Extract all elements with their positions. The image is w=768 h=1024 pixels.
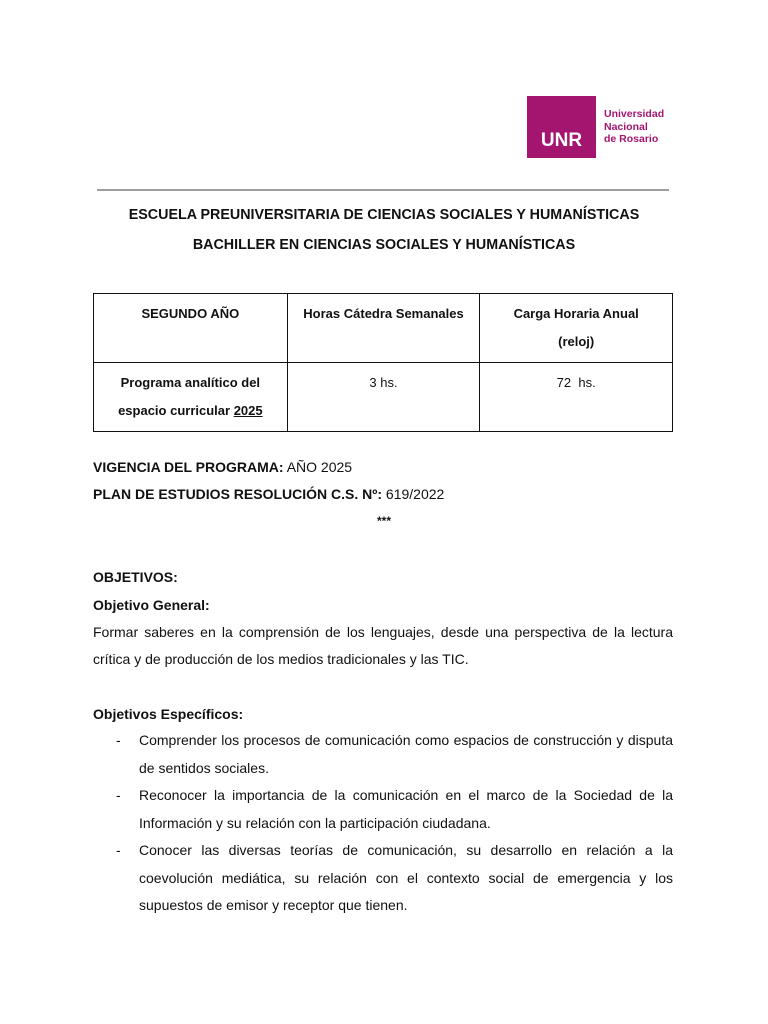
list-item bbox=[93, 727, 673, 782]
degree-heading: BACHILLER EN CIENCIAS SOCIALES Y HUMANÍSTICAS bbox=[192, 237, 576, 253]
header-year-cell: SEGUNDO AÑO bbox=[94, 294, 288, 363]
list-item-line-3: supuestos de emisor y receptor que tienen. bbox=[139, 897, 408, 913]
hours-cell: 3 hs. bbox=[287, 363, 480, 432]
unr-logo bbox=[527, 96, 664, 158]
objetivos-title: OBJETIVOS: bbox=[93, 569, 178, 585]
logo-line-3: de Rosario bbox=[604, 133, 659, 146]
plan-value: 619/2022 bbox=[382, 486, 445, 502]
logo-wordmark bbox=[604, 108, 664, 146]
plan-line bbox=[93, 486, 444, 502]
plan-label: PLAN DE ESTUDIOS RESOLUCIÓN C.S. Nº: bbox=[93, 486, 383, 502]
table-header-row bbox=[94, 294, 673, 363]
header-annual-line-1: Carga Horaria Anual bbox=[513, 306, 639, 321]
program-line-1: Programa analítico del bbox=[120, 375, 261, 390]
header-annual-cell bbox=[480, 294, 673, 363]
logo-line-2: Nacional bbox=[604, 120, 648, 133]
list-item bbox=[93, 837, 673, 920]
program-year: 2025 bbox=[233, 403, 263, 418]
annual-cell: 72 hs. bbox=[480, 363, 673, 432]
bullet-dash: - bbox=[116, 732, 121, 748]
objetivo-general-title: Objetivo General: bbox=[93, 597, 210, 613]
header-divider bbox=[97, 189, 669, 191]
logo-line-1: Universidad bbox=[604, 108, 665, 121]
table-row bbox=[94, 363, 673, 432]
program-cell bbox=[94, 363, 288, 432]
vigencia-line bbox=[93, 459, 352, 475]
section-separator: *** bbox=[376, 514, 391, 528]
vigencia-label: VIGENCIA DEL PROGRAMA: bbox=[93, 459, 284, 475]
list-item-line-1: Comprender los procesos de comunicación como espacios de construcción y disputa bbox=[139, 732, 673, 748]
list-item-line-2: coevolución mediática, su relación con el contexto social de emergencia y los bbox=[139, 869, 673, 886]
bullet-dash: - bbox=[116, 787, 121, 803]
course-info-table bbox=[93, 293, 673, 432]
bullet-dash: - bbox=[116, 842, 121, 858]
objetivo-general-text bbox=[93, 619, 673, 673]
objetivos-especificos-title: Objetivos Específicos: bbox=[93, 706, 244, 722]
school-heading: ESCUELA PREUNIVERSITARIA DE CIENCIAS SOCIALES Y HUMANÍSTICAS bbox=[128, 207, 640, 223]
program-line-2: espacio curricular 2025 bbox=[118, 403, 263, 418]
list-item-line-1: Reconocer la importancia de la comunicación en el marco de la Sociedad de la bbox=[139, 787, 673, 803]
list-item-line-2: Información y su relación con la participación ciudadana. bbox=[139, 814, 491, 831]
objetivo-general-line-1: Formar saberes en la comprensión de los lenguajes, desde una perspectiva de la lectura bbox=[93, 624, 673, 640]
list-item-line-1: Conocer las diversas teorías de comunicación, su desarrollo en relación a la bbox=[139, 842, 673, 858]
header-hours-cell: Horas Cátedra Semanales bbox=[287, 294, 480, 363]
logo-mark: UNR bbox=[527, 96, 596, 158]
vigencia-value: AÑO 2025 bbox=[283, 459, 353, 475]
list-item bbox=[93, 782, 673, 837]
header-annual-line-2: (reloj) bbox=[558, 334, 595, 349]
list-item-line-2: de sentidos sociales. bbox=[139, 759, 269, 776]
objetivo-general-line-2: crítica y de producción de los medios tradicionales y las TIC. bbox=[93, 651, 469, 667]
